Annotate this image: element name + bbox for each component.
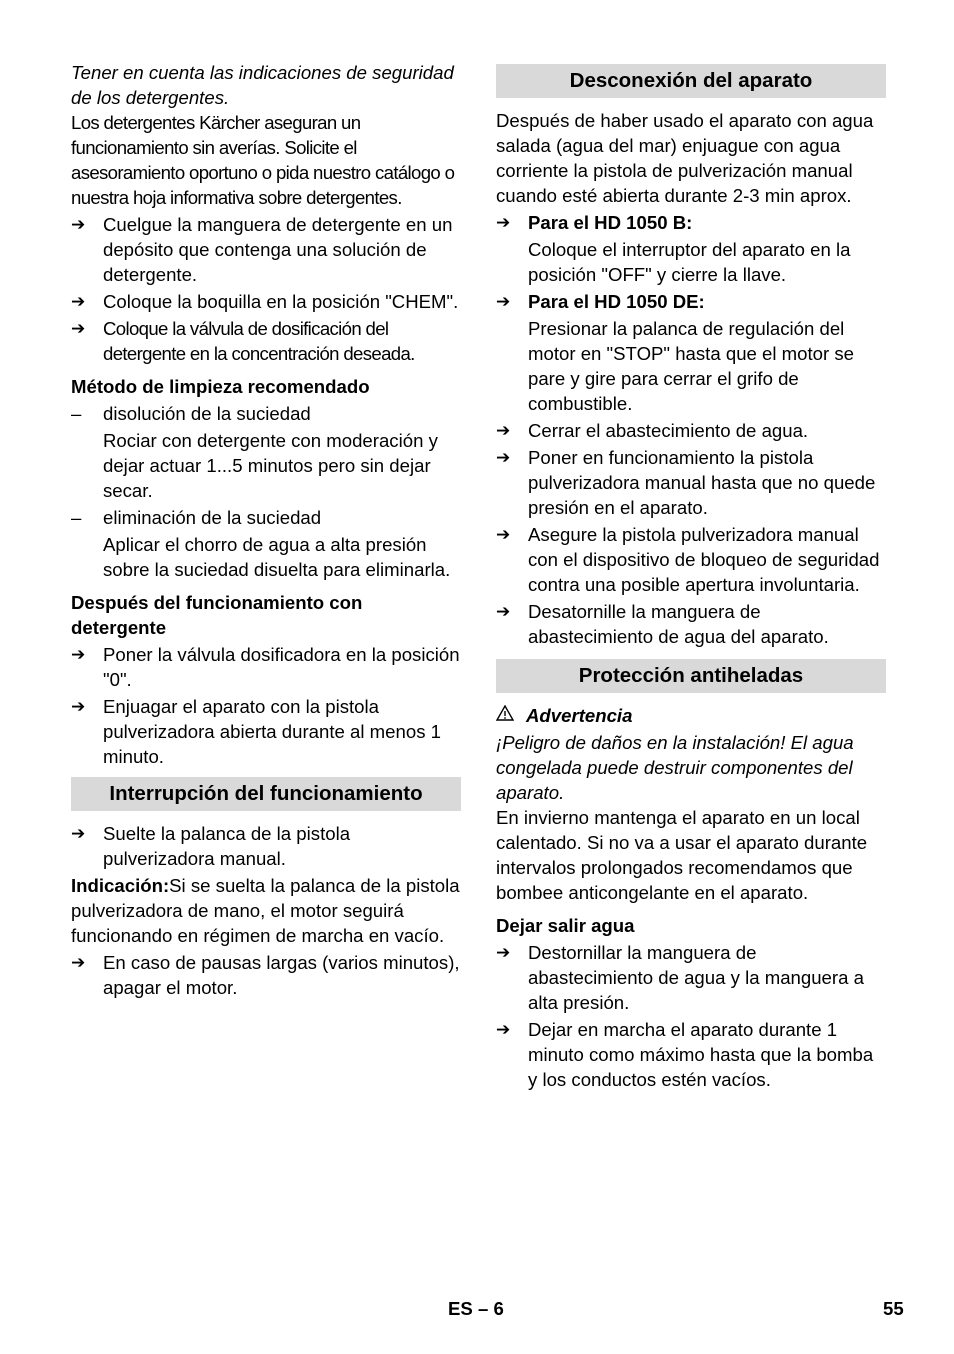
arrow-right-icon: ➔ xyxy=(496,602,511,621)
warning-label: Advertencia xyxy=(526,705,633,726)
arrow-right-icon: ➔ xyxy=(496,292,511,311)
step-hang-hose: ➔ Cuelgue la manguera de detergente en un depósito que contenga una solución de detergente. xyxy=(71,214,453,285)
note xyxy=(71,873,461,948)
step-run-dry: ➔ Dejar en marcha el aparato durante 1 minuto como máximo hasta que la bomba y los conductos estén vacíos. xyxy=(496,1019,874,1090)
step-lock-gun: ➔ Asegure la pistola pulverizadora manual con el dispositivo de bloqueo de seguridad contra una posible apertura involuntaria. xyxy=(496,524,880,595)
intro-text: Los detergentes Kärcher aseguran un funcionamiento sin averías. Solicite el asesoramiento oportuno o pida nuestro catálogo o nuestra hoja informativa sobre detergentes. xyxy=(71,112,455,208)
step-model-b: ➔ Para el HD 1050 B: Coloque el interruptor del aparato en la posición "OFF" y cierre la llave. xyxy=(496,212,851,285)
warning-title xyxy=(496,703,886,728)
page-reference: ES – 6 xyxy=(448,1298,504,1319)
disconnect-text: Después de haber usado el aparato con agua salada (agua del mar) enjuague con agua corriente la pistola de pulverización manual cuando esté abierta durante 2-3 min aprox. xyxy=(496,110,874,206)
winter-text: En invierno mantenga el aparato en un local calentado. Si no va a usar el aparato durante intervalos prolongados recomendamos que bombee anticongelante en el aparato. xyxy=(496,807,868,903)
arrow-right-icon: ➔ xyxy=(496,421,511,440)
arrow-right-icon: ➔ xyxy=(71,953,86,972)
arrow-right-icon: ➔ xyxy=(71,319,86,338)
drain-heading: Dejar salir agua xyxy=(496,915,635,936)
note-text: Si se suelta la palanca de la pistola pulverizadora de mano, el motor seguirá funcionando en régimen de marcha en vacío. xyxy=(71,875,460,946)
step-close-water: ➔ Cerrar el abastecimiento de agua. xyxy=(496,420,809,441)
page-number: 55 xyxy=(883,1298,904,1319)
arrow-right-icon: ➔ xyxy=(71,824,86,843)
step-release-pressure: ➔ Poner en funcionamiento la pistola pulverizadora manual hasta que no quede presión en el aparato. xyxy=(496,447,876,518)
step-dosing-valve: ➔ Coloque la válvula de dosificación del detergente en la concentración deseada. xyxy=(71,318,415,364)
step-release-lever: ➔ Suelte la palanca de la pistola pulverizadora manual. xyxy=(71,823,351,869)
step-unscrew-hose: ➔ Desatornille la manguera de abastecimiento de agua del aparato. xyxy=(496,601,829,647)
disconnect-heading: Desconexión del aparato xyxy=(496,64,886,98)
arrow-right-icon: ➔ xyxy=(496,525,511,544)
arrow-right-icon: ➔ xyxy=(496,1020,511,1039)
dash-bullet: – xyxy=(71,403,82,424)
interrupt-heading: Interrupción del funcionamiento xyxy=(71,777,461,811)
arrow-right-icon: ➔ xyxy=(71,645,86,664)
warning-triangle-icon xyxy=(496,703,526,728)
note-label: Indicación: xyxy=(71,875,170,896)
method-item-remove: – eliminación de la suciedad Aplicar el chorro de agua a alta presión sobre la suciedad disuelta para eliminarla. xyxy=(71,507,451,580)
step-unscrew-hoses: ➔ Destornillar la manguera de abastecimiento de agua y la manguera a alta presión. xyxy=(496,942,864,1013)
safety-note: Tener en cuenta las indicaciones de seguridad de los detergentes. xyxy=(71,62,454,108)
dash-bullet: – xyxy=(71,507,82,528)
step-model-de: ➔ Para el HD 1050 DE: Presionar la palanca de regulación del motor en "STOP" hasta que el motor se pare y gire para cerrar el grifo de combustible. xyxy=(496,291,855,414)
step-valve-zero: ➔ Poner la válvula dosificadora en la posición "0". xyxy=(71,644,460,690)
arrow-right-icon: ➔ xyxy=(496,943,511,962)
step-rinse: ➔ Enjuagar el aparato con la pistola pulverizadora abierta durante al menos 1 minuto. xyxy=(71,696,441,767)
step-nozzle-chem: ➔ Coloque la boquilla en la posición "CHEM". xyxy=(71,291,459,312)
right-column xyxy=(496,60,886,1092)
warning-text: ¡Peligro de daños en la instalación! El agua congelada puede destruir componentes del aparato. xyxy=(496,732,854,803)
arrow-right-icon: ➔ xyxy=(496,448,511,467)
method-item-dissolve: – disolución de la suciedad Rociar con detergente con moderación y dejar actuar 1...5 minutos pero sin dejar secar. xyxy=(71,403,438,501)
left-column xyxy=(71,60,461,1000)
arrow-right-icon: ➔ xyxy=(71,292,86,311)
method-heading: Método de limpieza recomendado xyxy=(71,376,370,397)
arrow-right-icon: ➔ xyxy=(71,215,86,234)
after-detergent-heading: Después del funcionamiento con detergente xyxy=(71,592,363,638)
frost-heading: Protección antiheladas xyxy=(496,659,886,693)
arrow-right-icon: ➔ xyxy=(71,697,86,716)
step-long-pause: ➔ En caso de pausas largas (varios minutos), apagar el motor. xyxy=(71,952,460,998)
arrow-right-icon: ➔ xyxy=(496,213,511,232)
